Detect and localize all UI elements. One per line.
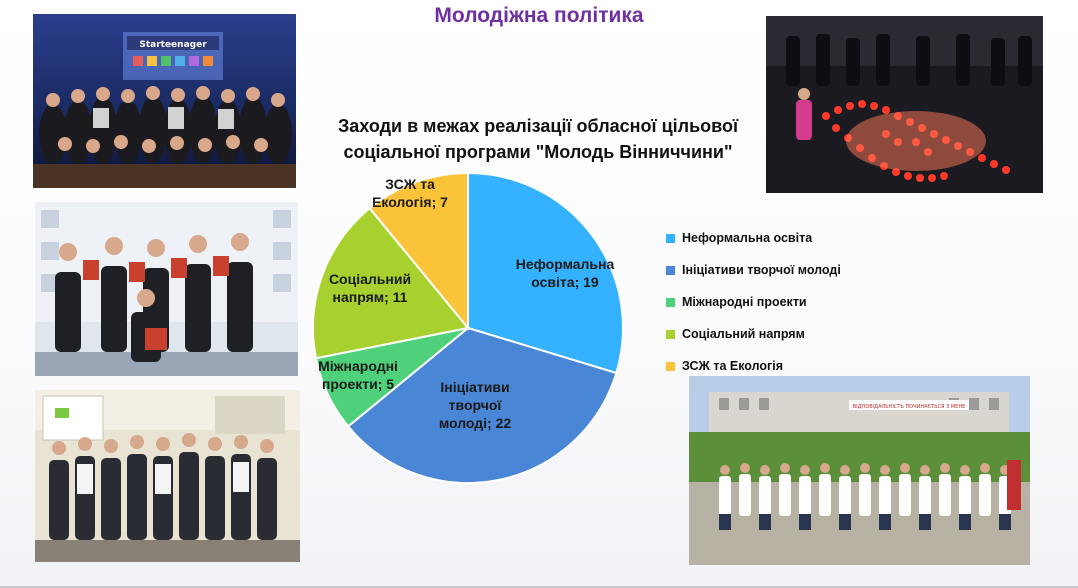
legend-item [666,254,841,286]
legend-label: Міжнародні проекти [682,295,807,309]
photo-certificates-group [35,202,298,376]
starteenager-banner: Starteenager [139,40,207,50]
legend-item [666,318,841,350]
slice-label-line: проекти; 5 [321,376,395,392]
slice-label-line: Міжнародні [318,358,398,374]
chart-legend [666,222,841,382]
slice-label-line: творчої [448,397,502,413]
legend-label: Неформальна освіта [682,231,813,245]
slice-label-line: Неформальна [515,256,615,272]
pie-chart [300,170,640,500]
slice-label-line: ЗСЖ та [385,176,435,192]
legend-item [666,222,841,254]
chart-title-line-2: соціальної програми "Молодь Вінниччини" [343,142,733,162]
legend-swatch [666,298,675,307]
slice-label-line: напрям; 11 [332,289,408,305]
legend-swatch [666,330,675,339]
slice-label-line: освіта; 19 [531,274,599,290]
photo-candles-night [766,16,1043,193]
photo-outdoor-camp [689,376,1030,565]
slice-data-label [439,379,512,431]
slice-label-line: Ініціативи [440,379,510,395]
photo-indoor-group [35,390,300,562]
chart-title-line-1: Заходи в межах реалізації обласної цільової [337,116,739,136]
legend-swatch [666,234,675,243]
legend-label: Соціальний напрям [682,327,805,341]
legend-item [666,286,841,318]
legend-swatch [666,266,675,275]
legend-label: Ініціативи творчої молоді [682,263,841,277]
camp-banner: ВІДПОВІДАЛЬНІСТЬ ПОЧИНАЄТЬСЯ З МЕНЕ [852,404,966,410]
slice-label-line: молоді; 22 [438,415,512,431]
slide-title: Молодіжна політика [434,4,644,27]
photo-stage-group [33,14,296,188]
legend-label: ЗСЖ та Екологія [682,359,784,373]
legend-swatch [666,362,675,371]
slice-label-line: Соціальний [328,271,412,287]
legend-item [666,350,841,382]
slice-label-line: Екологія; 7 [372,194,448,210]
chart-title [312,113,764,165]
